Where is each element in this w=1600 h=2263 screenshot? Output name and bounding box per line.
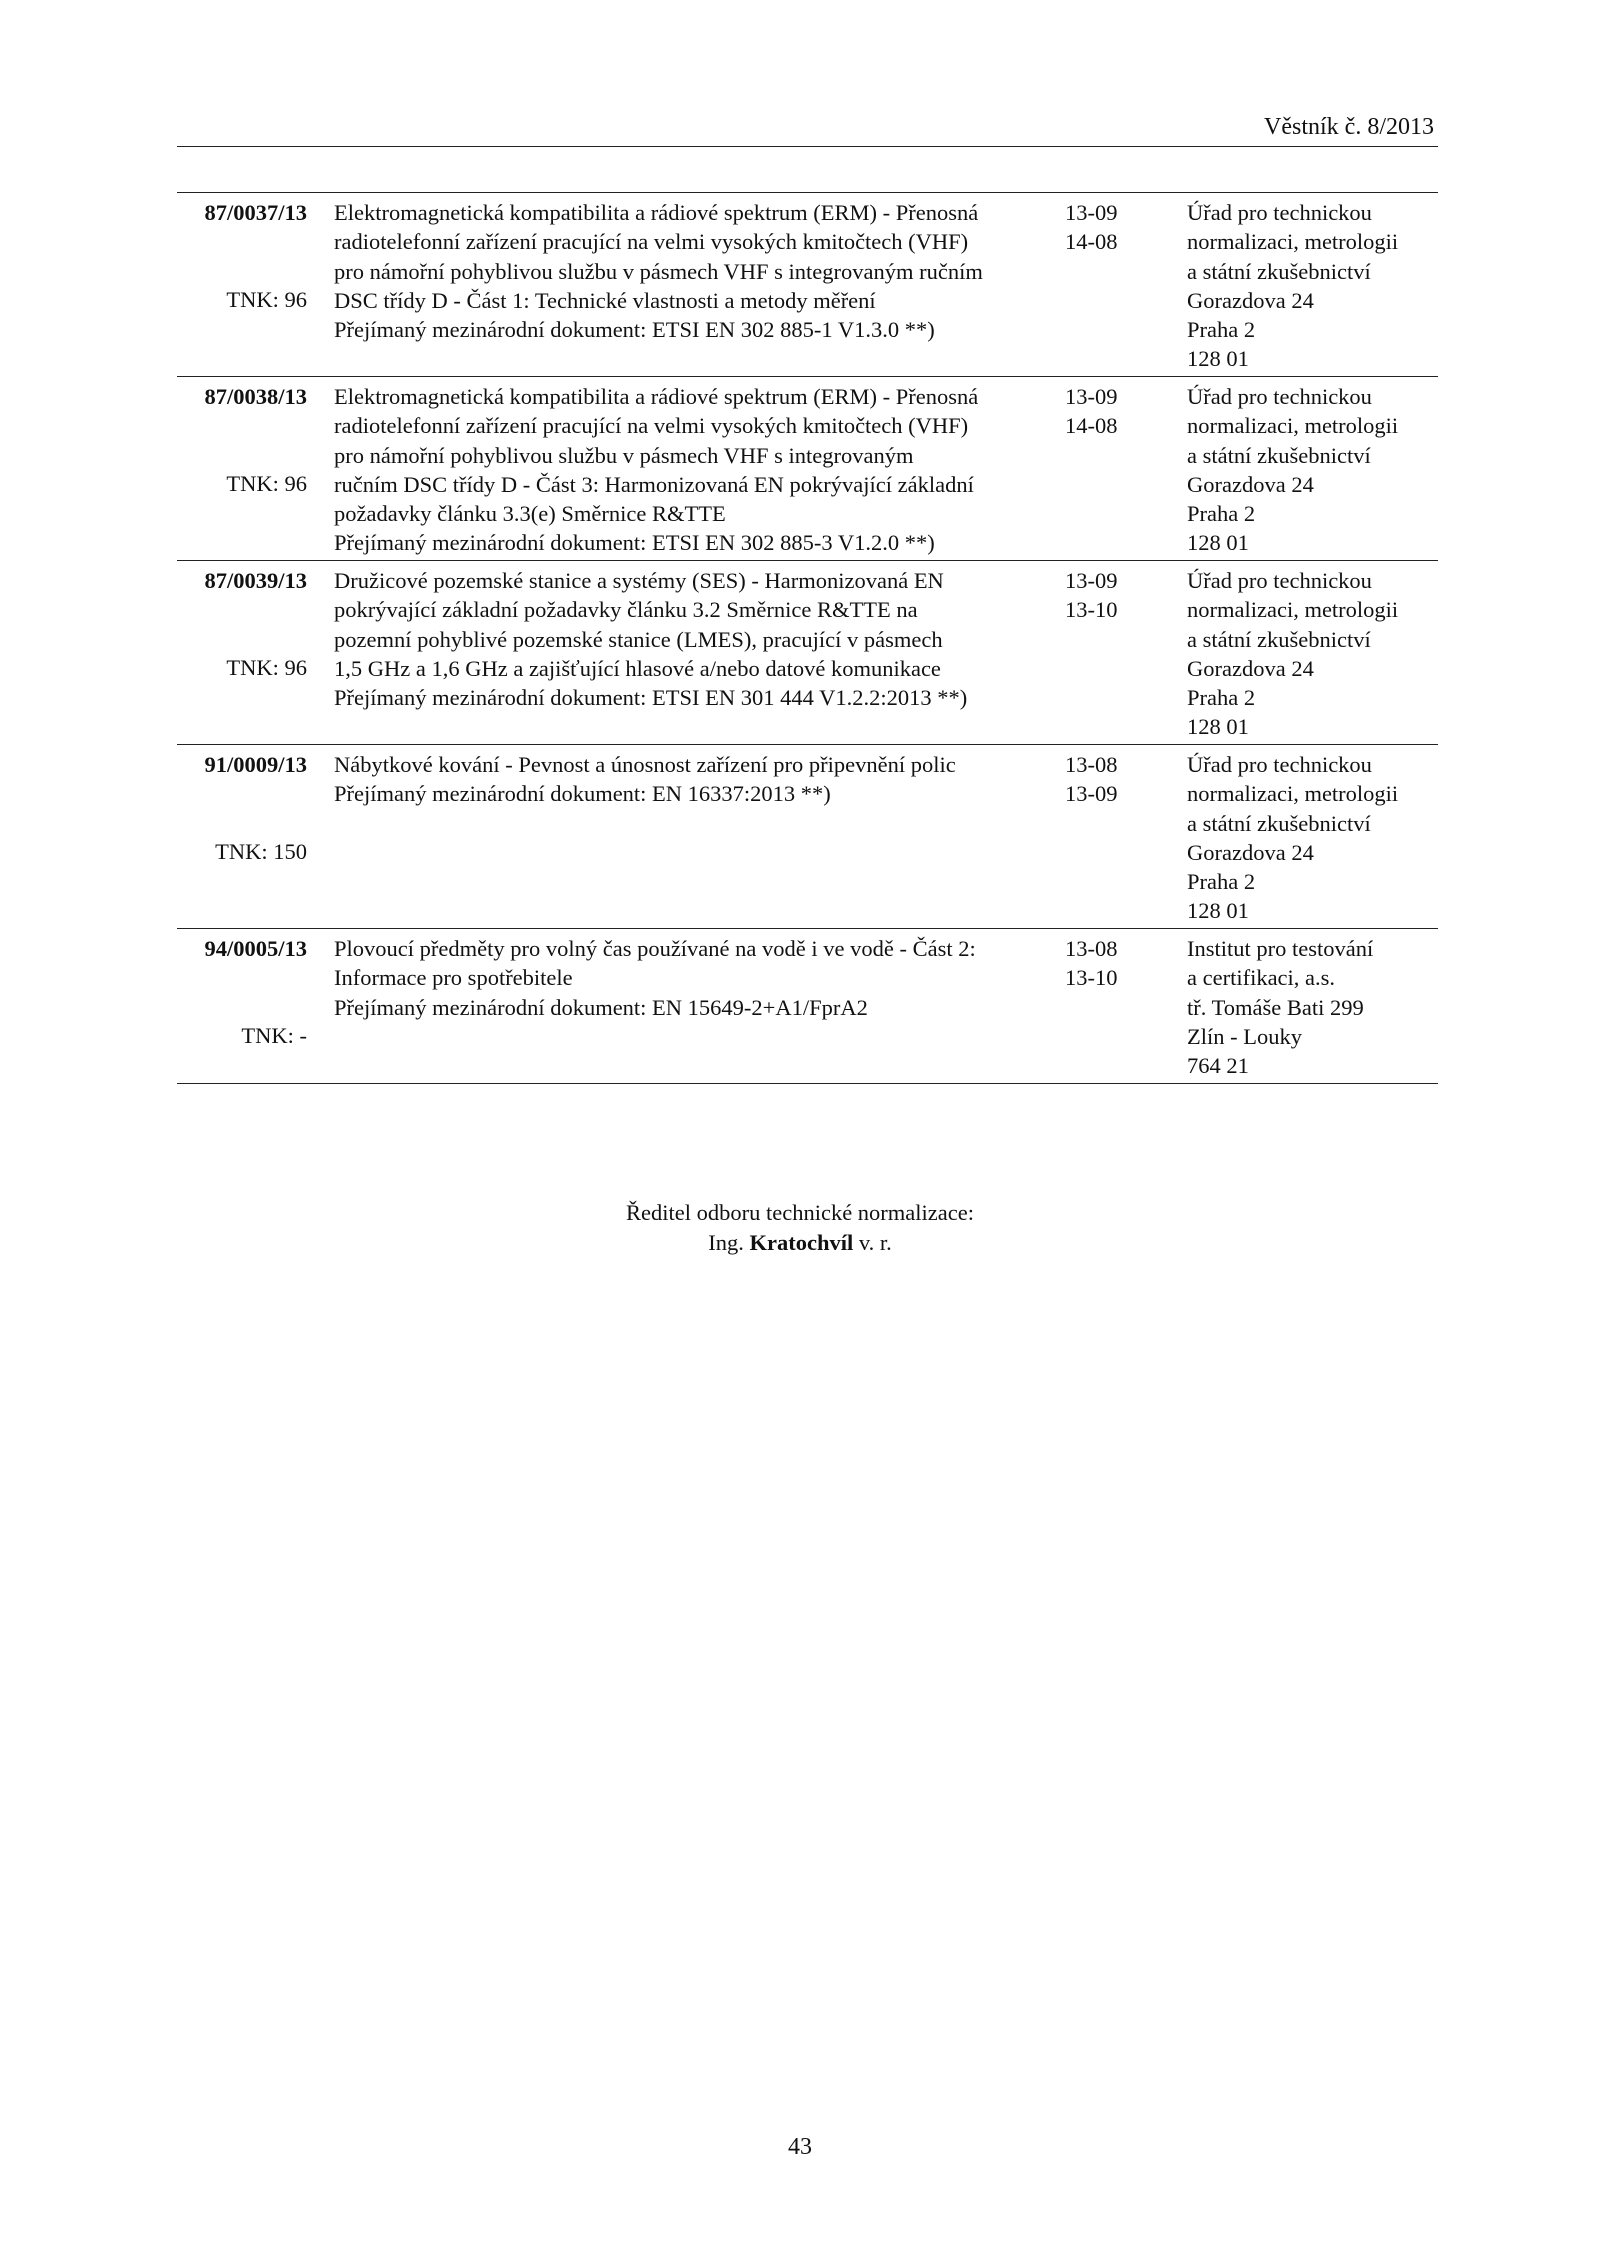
description-line: 1,5 GHz a 1,6 GHz a zajišťující hlasové a/nebo datové komunikace [334,655,941,681]
entry-code-cell [177,198,307,315]
office-line: Praha 2 [1187,685,1256,711]
entry-description [334,750,1034,809]
bulletin-title: Věstník č. 8/2013 [1264,114,1434,140]
office-line: 128 01 [1187,530,1249,556]
office-line: 764 21 [1187,1053,1249,1079]
office-line: normalizaci, metrologii [1187,413,1399,439]
signature-name: Kratochvíl [749,1230,854,1255]
entry-description [334,198,1034,344]
description-line: Nábytkové kování - Pevnost a únosnost zařízení pro připevnění polic [334,752,956,777]
date-value: 14-08 [1065,229,1118,255]
date-value: 13-09 [1065,200,1118,225]
office-line: Institut pro testování [1187,936,1374,961]
description-line: Přejímaný mezinárodní dokument: ETSI EN 302 885-3 V1.2.0 **) [334,530,935,556]
entry-code: 94/0005/13 [204,936,307,961]
office-line: tř. Tomáše Bati 299 [1187,994,1364,1020]
description-line: Elektromagnetická kompatibilita a rádiové spektrum (ERM) - Přenosná [334,384,979,409]
entry-tnk: TNK: 150 [215,839,307,865]
office-line: Gorazdova 24 [1187,839,1314,865]
description-line: pokrývající základní požadavky článku 3.2 Směrnice R&TTE na [334,597,918,623]
entry-code-cell [177,934,307,1051]
entry-code: 87/0039/13 [204,568,307,593]
office-line: 128 01 [1187,898,1249,924]
entry-code-cell [177,750,307,867]
entry-description [334,934,1034,1022]
entries-table [177,192,1438,1084]
office-line: Úřad pro technickou [1187,384,1372,409]
description-line: Přejímaný mezinárodní dokument: EN 16337:2013 **) [334,781,831,807]
description-line: Družicové pozemské stanice a systémy (SES) - Harmonizovaná EN [334,568,944,593]
office-line: normalizaci, metrologii [1187,229,1399,255]
entry-tnk: TNK: 96 [226,287,307,313]
date-value: 13-09 [1065,781,1118,807]
office-line: Zlín - Louky [1187,1023,1302,1049]
office-line: Úřad pro technickou [1187,200,1372,225]
entry-code: 91/0009/13 [204,752,307,777]
office-line: normalizaci, metrologii [1187,781,1399,807]
description-line: pozemní pohyblivé pozemské stanice (LMES), pracující v pásmech [334,626,943,652]
entry-code-cell [177,566,307,683]
entry-dates [1065,566,1155,625]
entry-office [1187,382,1438,558]
page-number: 43 [788,2134,812,2160]
date-value: 13-09 [1065,568,1118,593]
table-row [177,929,1438,1084]
entry-dates [1065,934,1155,993]
entry-office [1187,750,1438,926]
signature-role: Ředitel odboru technické normalizace: [626,1200,974,1225]
office-line: a certifikaci, a.s. [1187,965,1336,991]
signature-name-line [0,1228,1600,1258]
office-line: 128 01 [1187,346,1249,372]
description-line: pro námořní pohyblivou službu v pásmech VHF s integrovaným ručním [334,258,983,284]
office-line: Úřad pro technickou [1187,568,1372,593]
date-value: 13-10 [1065,965,1118,991]
office-line: Gorazdova 24 [1187,471,1314,497]
description-line: Informace pro spotřebitele [334,965,573,991]
table-row [177,561,1438,745]
entry-code: 87/0037/13 [204,200,307,225]
description-line: Přejímaný mezinárodní dokument: ETSI EN 302 885-1 V1.3.0 **) [334,317,935,343]
entry-office [1187,934,1438,1080]
date-value: 13-09 [1065,384,1118,409]
description-line: radiotelefonní zařízení pracující na velmi vysokých kmitočtech (VHF) [334,413,969,439]
description-line: ručním DSC třídy D - Část 3: Harmonizovaná EN pokrývající základní [334,471,974,497]
table-row [177,745,1438,929]
entry-description [334,566,1034,712]
description-line: pro námořní pohyblivou službu v pásmech VHF s integrovaným [334,442,914,468]
office-line: a státní zkušebnictví [1187,442,1371,468]
description-line: požadavky článku 3.3(e) Směrnice R&TTE [334,501,726,527]
entry-tnk: TNK: 96 [226,655,307,681]
office-line: Praha 2 [1187,317,1256,343]
table-row [177,377,1438,561]
entry-tnk: TNK: 96 [226,471,307,497]
description-line: Přejímaný mezinárodní dokument: EN 15649-2+A1/FprA2 [334,994,868,1020]
entry-description [334,382,1034,558]
signature-block [0,1198,1600,1258]
office-line: Úřad pro technickou [1187,752,1372,777]
entry-office [1187,566,1438,742]
table-row [177,193,1438,377]
date-value: 13-08 [1065,752,1118,777]
office-line: normalizaci, metrologii [1187,597,1399,623]
description-line: DSC třídy D - Část 1: Technické vlastnosti a metody měření [334,287,876,313]
office-line: a státní zkušebnictví [1187,810,1371,836]
date-value: 13-08 [1065,936,1118,961]
description-line: Plovoucí předměty pro volný čas používané na vodě i ve vodě - Část 2: [334,936,976,961]
entry-dates [1065,198,1155,257]
office-line: a státní zkušebnictví [1187,626,1371,652]
office-line: Praha 2 [1187,501,1256,527]
description-line: radiotelefonní zařízení pracující na velmi vysokých kmitočtech (VHF) [334,229,969,255]
office-line: 128 01 [1187,714,1249,740]
page-header [177,106,1438,147]
date-value: 14-08 [1065,413,1118,439]
office-line: Gorazdova 24 [1187,655,1314,681]
office-line: Gorazdova 24 [1187,287,1314,313]
signature-suffix: v. r. [858,1230,892,1255]
office-line: a státní zkušebnictví [1187,258,1371,284]
entry-dates [1065,750,1155,809]
entry-code-cell [177,382,307,499]
office-line: Praha 2 [1187,869,1256,895]
entry-tnk: TNK: - [241,1023,307,1049]
entry-office [1187,198,1438,374]
entry-code: 87/0038/13 [204,384,307,409]
description-line: Elektromagnetická kompatibilita a rádiové spektrum (ERM) - Přenosná [334,200,979,225]
date-value: 13-10 [1065,597,1118,623]
signature-prefix: Ing. [708,1230,744,1255]
entry-dates [1065,382,1155,441]
description-line: Přejímaný mezinárodní dokument: ETSI EN 301 444 V1.2.2:2013 **) [334,685,968,711]
